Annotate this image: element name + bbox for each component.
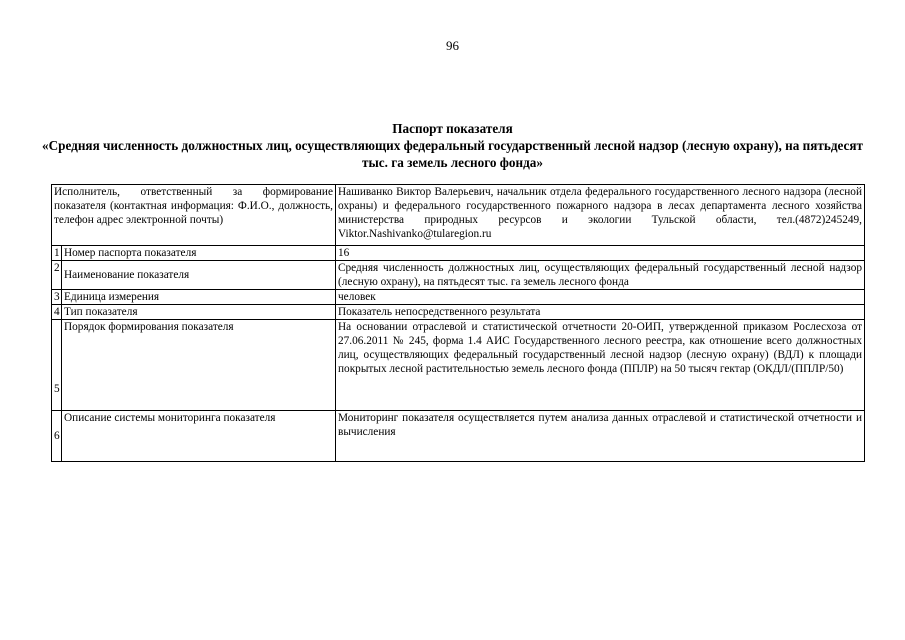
title-indicator-name: «Средняя численность должностных лиц, осуществляющих федеральный государственный лесной надзор (лесную охрану), на пятьдесят тыс. га земель лесного фонда» [42,138,863,170]
row-number: 6 [52,411,62,462]
table-row [52,411,865,462]
row-label: Тип показателя [62,305,336,320]
executor-value: Нашиванко Виктор Валерьевич, начальник отдела федерального государственного лесного надзора (лесной охраны) и федерального государственного пожарного надзора в лесах департамента лесного хозяйства министерства природных ресурсов и экологии Тульской области, тел.(4872)245249, Viktor.Nashivanko@tularegion.ru [336,185,865,246]
row-label: Порядок формирования показателя [62,320,336,411]
row-label: Единица измерения [62,290,336,305]
document-title [40,120,865,171]
row-value: 16 [336,246,865,261]
row-value: Показатель непосредственного результата [336,305,865,320]
title-heading: Паспорт показателя [392,121,513,136]
table-row [52,305,865,320]
row-number: 3 [52,290,62,305]
table-row [52,320,865,411]
row-value: человек [336,290,865,305]
row-number: 4 [52,305,62,320]
page-number: 96 [446,38,459,53]
table-row [52,261,865,290]
table-row-executor [52,185,865,246]
row-number: 5 [52,320,62,411]
row-label: Номер паспорта показателя [62,246,336,261]
row-label: Описание системы мониторинга показателя [62,411,336,462]
row-value: Мониторинг показателя осуществляется путем анализа данных отраслевой и статистической отчетности и вычисления [336,411,865,462]
row-number: 2 [52,261,62,290]
row-value: На основании отраслевой и статистической отчетности 20-ОИП, утвержденной приказом Рослесхоза от 27.06.2011 № 245, форма 1.4 АИС Государственного лесного реестра, как отношение всего должностных лиц, осуществляющих федеральный государственный лесной надзор (лесную охрану) (ВДЛ) к площади покрытых лесной растительностью земель лесного фонда (ППЛР) на 50 тысяч гектар (ОКДЛ/(ППЛР/50) [336,320,865,411]
row-label: Наименование показателя [62,261,336,290]
row-value: Средняя численность должностных лиц, осуществляющих федеральный государственный лесной надзор (лесную охрану), на пятьдесят тыс. га земель лесного фонда [336,261,865,290]
passport-table [51,184,865,462]
executor-label: Исполнитель, ответственный за формирование показателя (контактная информация: Ф.И.О., должность, телефон адрес электронной почты) [52,185,336,246]
row-number: 1 [52,246,62,261]
table-row [52,246,865,261]
table-row [52,290,865,305]
